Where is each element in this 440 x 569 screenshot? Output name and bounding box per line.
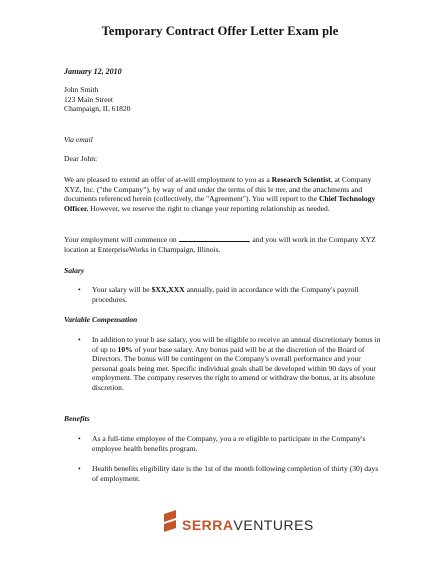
offer-text-3: However, we reserve the right to change your reporting relationship as needed. [88, 203, 330, 213]
salary-text-1: Your salary will be [92, 285, 152, 294]
company-wordmark [182, 517, 314, 533]
bullet-mark: • [78, 335, 81, 344]
bonus-text-2: of your base salary. Any bonus paid will be at the discretion of the Board of Directors. The bonus will be contingent on the Company's overall performance and your personal goals being met. Specific individual goals shall be developed within 90 days of your employment. The company reserves the right to amend or withdraw the bonus, at its absolute discretion. [92, 344, 377, 392]
address-line-name: John Smith [64, 85, 99, 94]
bonus-text-1: In addition to your b ase salary, you will be eligible to receive an annual discretionary bonus in of up to [92, 335, 381, 354]
delivery-method: Via email [64, 135, 93, 144]
start-text-1: Your employment will commence on [64, 235, 179, 244]
salutation: Dear John: [64, 154, 98, 163]
bonus-percent: 10% [117, 344, 133, 354]
recipient-address [64, 85, 384, 114]
bullet-mark: • [78, 434, 81, 443]
logo-mark-top [164, 510, 176, 522]
start-text-2: , and you will work in the Company XYZ location at EnterpriseWorks in Champaign, Illinois. [64, 235, 376, 254]
letter-title: Temporary Contract Offer Letter Exam ple [101, 24, 339, 38]
wordmark-ventures: VENTURES [233, 517, 314, 533]
benefits-item: As a full-time employee of the Company, you a re eligible to participate in the Company's employee health benefits program. [92, 434, 366, 453]
bonus-item [92, 335, 382, 393]
section-heading-salary: Salary [64, 266, 85, 275]
offer-text-1: We are pleased to extend an offer of at-will employment to you as a [64, 175, 272, 184]
letter-date: January 12, 2010 [64, 67, 122, 76]
section-heading-benefits: Benefits [64, 414, 90, 423]
address-line-street: 123 Main Street [64, 94, 113, 104]
job-title: Research Scientist [271, 175, 331, 184]
salary-amount: $XX,XXX [151, 285, 185, 294]
offer-paragraph [64, 175, 382, 213]
start-date-paragraph [64, 235, 382, 254]
bullet-mark: • [78, 285, 81, 294]
section-heading-variable-compensation: Variable Compensation [64, 315, 138, 324]
benefits-item: Health benefits eligibility date is the 1st of the month following completion of thirty (30) days of employment. [92, 464, 379, 483]
offer-text-2: , at Company XYZ, Inc. ("the Company"), by way of and under the terms of this le tter, and the attachments and documents referenced herein (collectively, the "Agreement"). You will report to the [64, 175, 372, 204]
salary-item [92, 285, 382, 304]
reporting-manager: Chief Technology Officer. [64, 194, 376, 213]
logo-mark-bottom [164, 520, 176, 532]
start-date-blank [179, 235, 249, 242]
salary-text-2: annually, paid in accordance with the Company's payroll procedures. [92, 285, 359, 304]
wordmark-serra: SERRA [182, 517, 234, 533]
bullet-mark: • [78, 464, 81, 473]
address-line-city: Champaign, IL 61820 [64, 104, 131, 114]
